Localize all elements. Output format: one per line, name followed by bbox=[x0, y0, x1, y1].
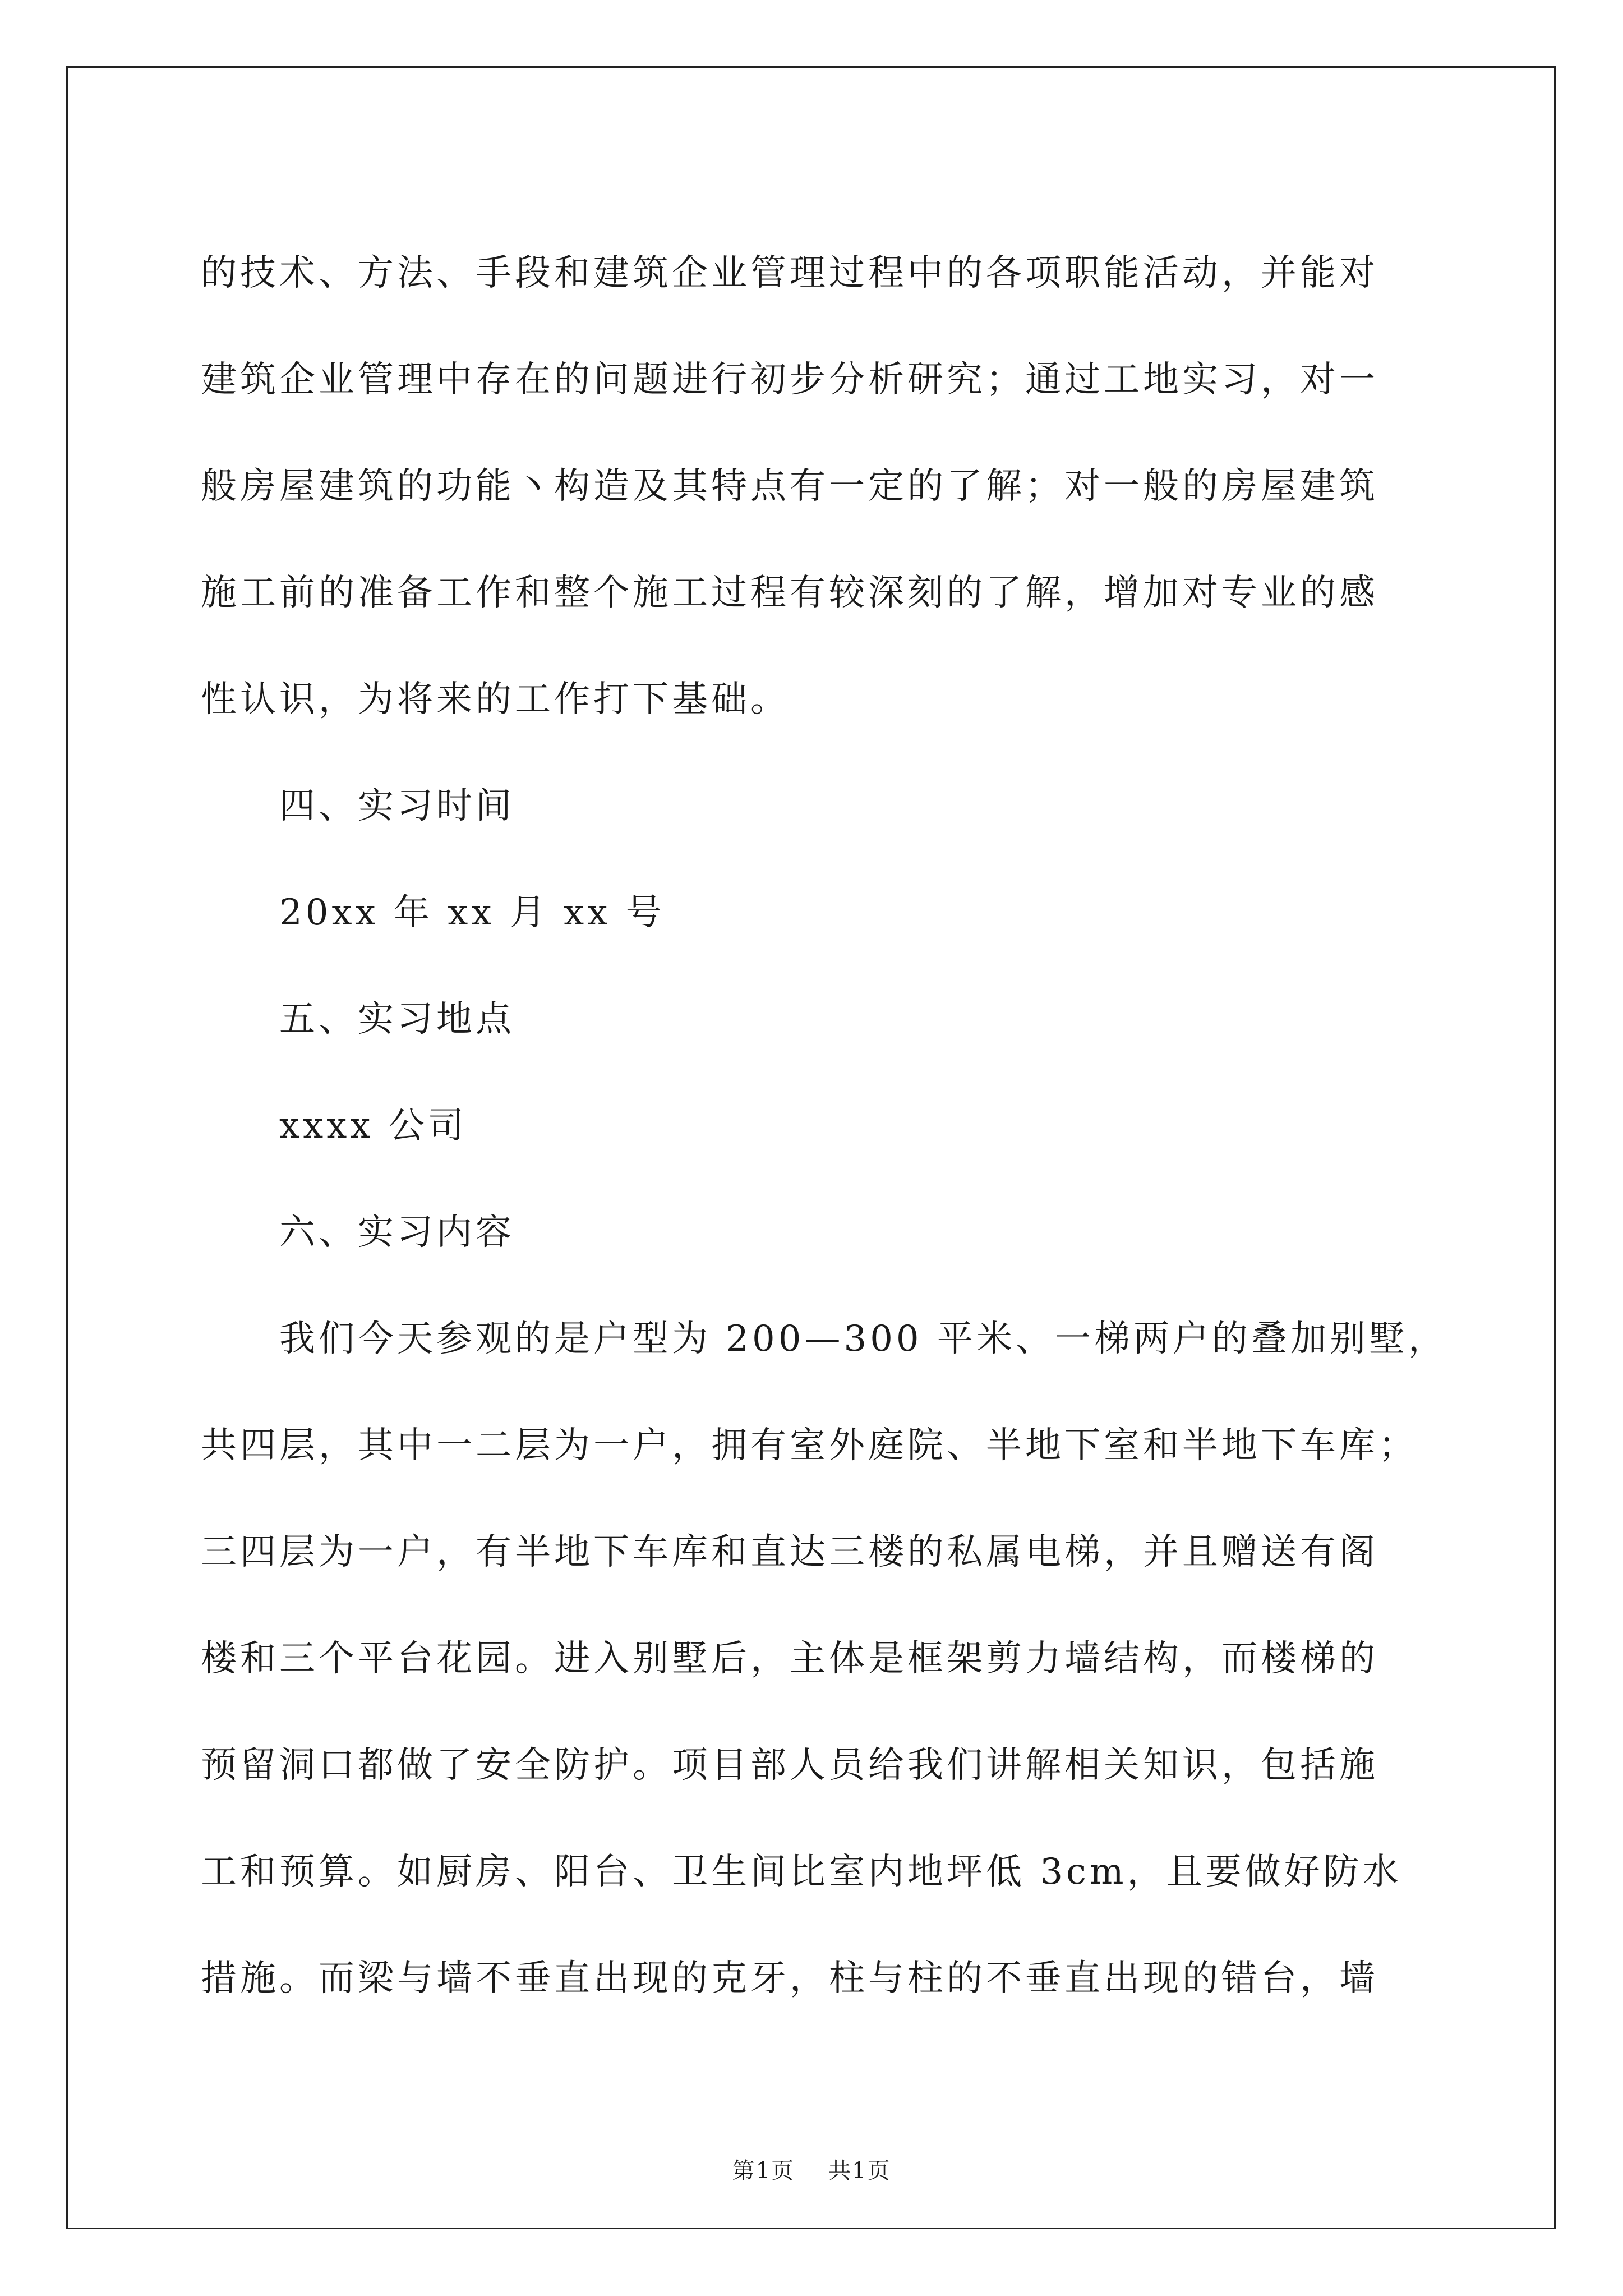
page-footer bbox=[0, 2153, 1623, 2185]
text-line-11: 我们今天参观的是户型为 200—300 平米、一梯两户的叠加别墅， bbox=[279, 1318, 1447, 1360]
text-line-12: 共四层，其中一二层为一户，拥有室外庭院、半地下室和半地下车库； bbox=[201, 1425, 1418, 1466]
text-line-1: 的技术、方法、手段和建筑企业管理过程中的各项职能活动，并能对 bbox=[201, 252, 1378, 294]
text-line-16: 工和预算。如厨房、阳台、卫生间比室内地坪低 3cm，且要做好防水 bbox=[201, 1851, 1402, 1893]
page-number: 第1页 bbox=[732, 2158, 795, 2184]
text-line-17: 措施。而梁与墙不垂直出现的克牙，柱与柱的不垂直出现的错台，墙 bbox=[201, 1958, 1378, 1999]
text-line-3: 般房屋建筑的功能丶构造及其特点有一定的了解；对一般的房屋建筑 bbox=[201, 466, 1378, 507]
section-heading-internship-time: 四、实习时间 bbox=[279, 785, 515, 827]
section-heading-internship-content: 六、实习内容 bbox=[279, 1212, 515, 1253]
text-line-13: 三四层为一户，有半地下车库和直达三楼的私属电梯，并且赠送有阁 bbox=[201, 1531, 1378, 1573]
text-line-4: 施工前的准备工作和整个施工过程有较深刻的了解，增加对专业的感 bbox=[201, 572, 1378, 614]
text-line-2: 建筑企业管理中存在的问题进行初步分析研究；通过工地实习，对一 bbox=[201, 359, 1378, 401]
internship-date: 20xx 年 xx 月 xx 号 bbox=[279, 892, 665, 933]
section-heading-internship-location: 五、实习地点 bbox=[279, 999, 515, 1040]
internship-company: xxxx 公司 bbox=[279, 1105, 467, 1147]
text-line-15: 预留洞口都做了安全防护。项目部人员给我们讲解相关知识，包括施 bbox=[201, 1745, 1378, 1786]
document-body bbox=[201, 220, 1447, 2032]
text-line-14: 楼和三个平台花园。进入别墅后，主体是框架剪力墙结构，而楼梯的 bbox=[201, 1638, 1378, 1680]
total-pages: 共1页 bbox=[828, 2158, 891, 2184]
text-line-5: 性认识，为将来的工作打下基础。 bbox=[201, 679, 790, 720]
